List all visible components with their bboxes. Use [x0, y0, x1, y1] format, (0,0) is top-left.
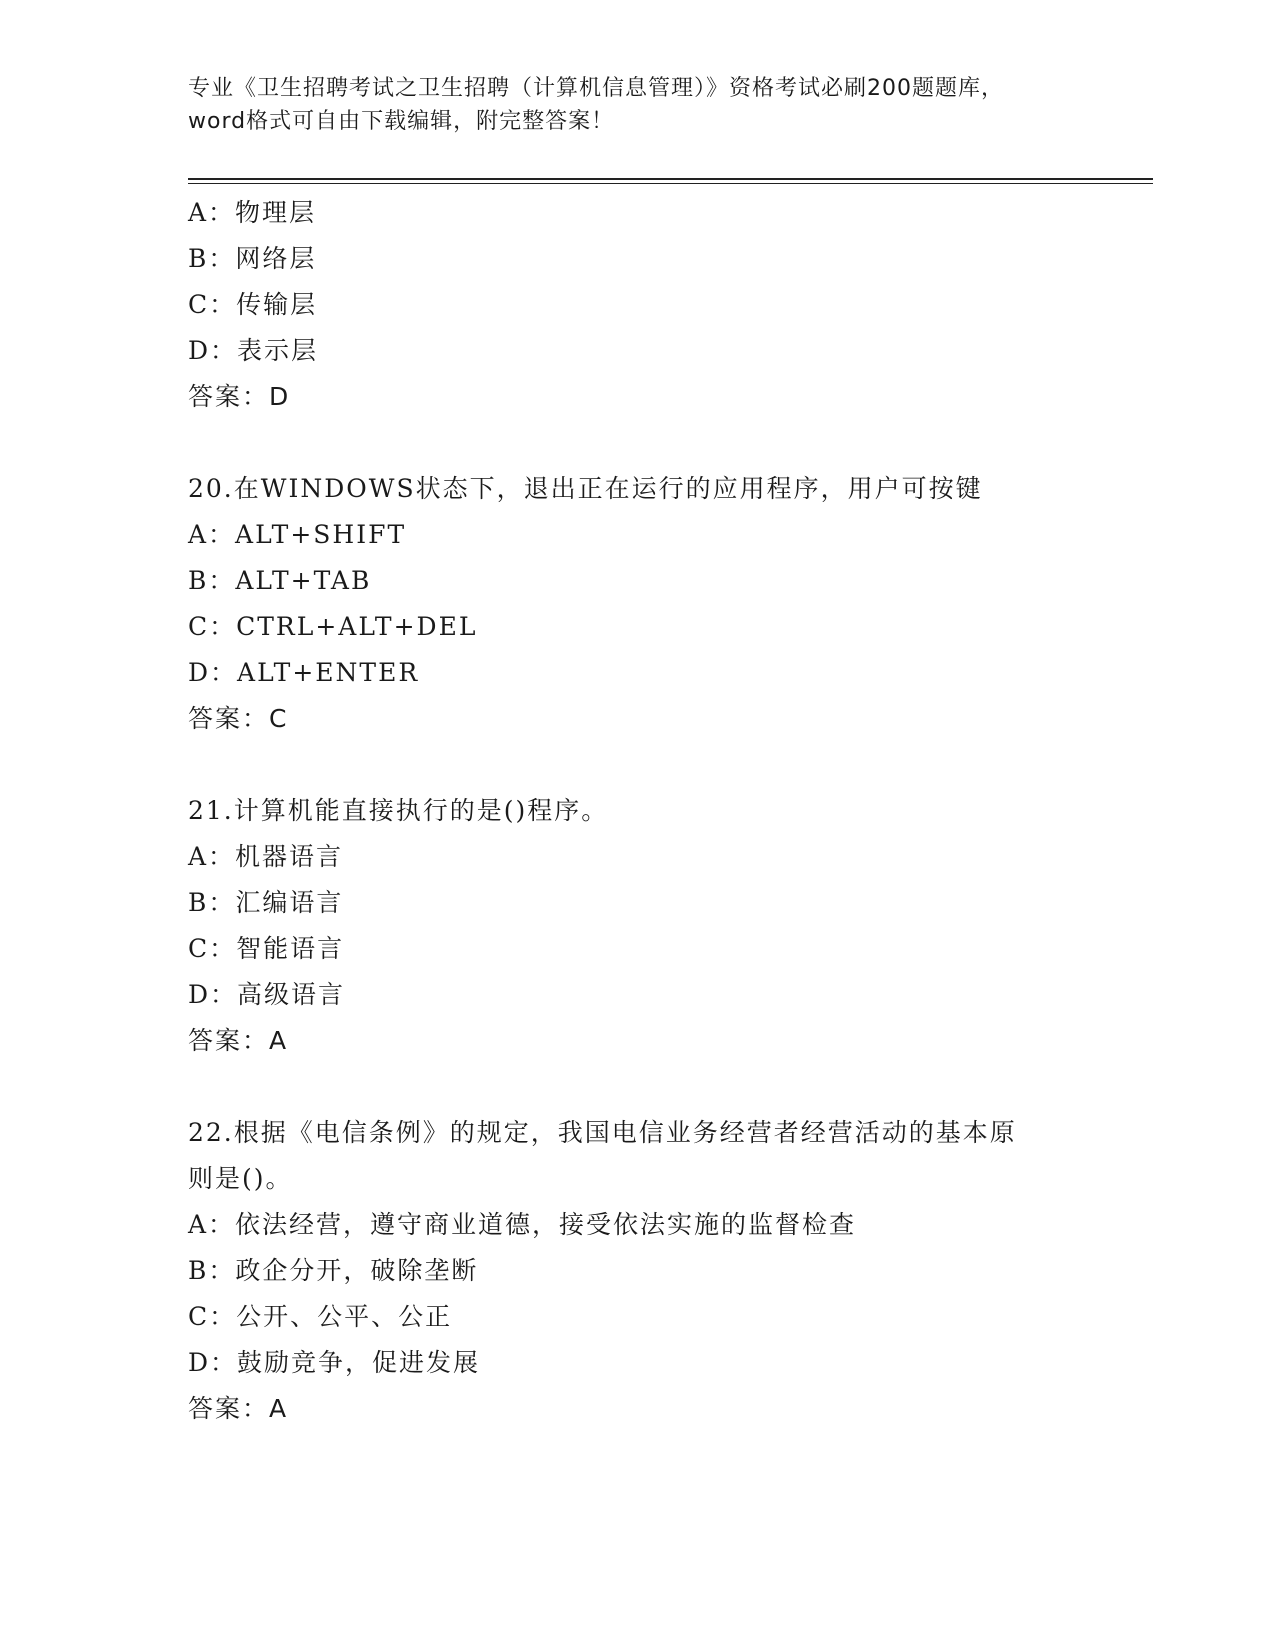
question-22: [188, 1110, 1088, 1432]
question-stem-line-2: 则是()。: [188, 1164, 293, 1193]
question-stem: 20.在WINDOWS状态下，退出正在运行的应用程序，用户可按键: [188, 474, 983, 503]
option-d: D：高级语言: [188, 980, 346, 1009]
spacer: [188, 420, 1088, 466]
question-list: [188, 190, 1088, 1432]
header-line-2: word格式可自由下载编辑，附完整答案！: [188, 109, 615, 134]
option-a: A：物理层: [188, 198, 317, 227]
question-21: [188, 788, 1088, 1064]
option-c: C：公开、公平、公正: [188, 1302, 453, 1331]
option-b: B：ALT+TAB: [188, 566, 372, 595]
answer: 答案：A: [188, 1394, 289, 1423]
option-a: A：机器语言: [188, 842, 344, 871]
document-header: [188, 72, 1088, 138]
option-c: C：CTRL+ALT+DEL: [188, 612, 478, 641]
answer: 答案：C: [188, 704, 289, 733]
question-stem: 21.计算机能直接执行的是()程序。: [188, 796, 609, 825]
option-d: D：ALT+ENTER: [188, 658, 420, 687]
answer: 答案：D: [188, 382, 291, 411]
option-c: C：传输层: [188, 290, 318, 319]
header-divider-thick: [188, 178, 1153, 180]
option-d: D：表示层: [188, 336, 319, 365]
option-b: B：政企分开，破除垄断: [188, 1256, 479, 1285]
option-a: A：ALT+SHIFT: [188, 520, 407, 549]
spacer: [188, 742, 1088, 788]
question-19: [188, 190, 1088, 420]
option-a: A：依法经营，遵守商业道德，接受依法实施的监督检查: [188, 1210, 857, 1239]
answer: 答案：A: [188, 1026, 289, 1055]
header-divider-thin: [188, 183, 1153, 184]
option-d: D：鼓励竞争，促进发展: [188, 1348, 481, 1377]
question-stem-line-1: 22.根据《电信条例》的规定，我国电信业务经营者经营活动的基本原: [188, 1118, 1017, 1147]
option-c: C：智能语言: [188, 934, 345, 963]
header-line-1: 专业《卫生招聘考试之卫生招聘（计算机信息管理）》资格考试必刷200题题库，: [188, 76, 1004, 101]
option-b: B：汇编语言: [188, 888, 344, 917]
question-20: [188, 466, 1088, 742]
option-b: B：网络层: [188, 244, 317, 273]
spacer: [188, 1064, 1088, 1110]
